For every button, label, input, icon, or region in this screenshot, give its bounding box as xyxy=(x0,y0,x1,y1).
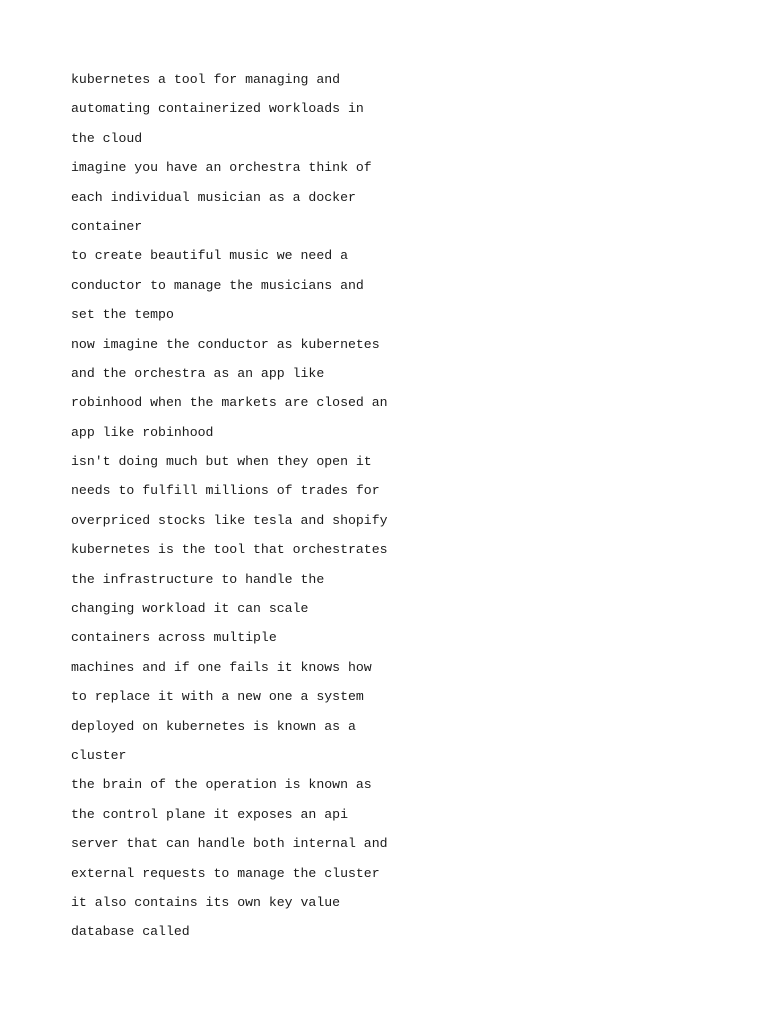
text-line: deployed on kubernetes is known as a xyxy=(71,718,356,734)
text-line: app like robinhood xyxy=(71,424,214,440)
text-line: the cloud xyxy=(71,130,143,146)
text-line: server that can handle both internal and xyxy=(71,836,388,852)
text-line: set the tempo xyxy=(71,307,174,323)
text-line: automating containerized workloads in xyxy=(71,101,364,117)
text-line: kubernetes a tool for managing and xyxy=(71,72,341,87)
text-line: the control plane it exposes an api xyxy=(71,806,348,822)
text-line: now imagine the conductor as kubernetes xyxy=(71,336,380,352)
text-line: kubernetes is the tool that orchestrates xyxy=(71,542,388,558)
text-line: it also contains its own key value xyxy=(71,894,341,910)
text-line: imagine you have an orchestra think of xyxy=(71,160,372,176)
text-line: needs to fulfill millions of trades for xyxy=(71,483,380,499)
transcript-text-block xyxy=(71,70,711,952)
text-line: and the orchestra as an app like xyxy=(71,365,325,381)
text-line: external requests to manage the cluster xyxy=(71,865,380,881)
text-line: overpriced stocks like tesla and shopify xyxy=(71,512,388,528)
text-line: container xyxy=(71,218,143,234)
text-line: the brain of the operation is known as xyxy=(71,777,372,793)
text-line: to create beautiful music we need a xyxy=(71,248,348,264)
text-line: isn't doing much but when they open it xyxy=(71,454,372,470)
text-line: containers across multiple xyxy=(71,630,277,646)
text-line: robinhood when the markets are closed an xyxy=(71,395,388,411)
text-line: the infrastructure to handle the xyxy=(71,571,325,587)
text-line: changing workload it can scale xyxy=(71,601,309,617)
text-line: database called xyxy=(71,924,190,940)
text-line: conductor to manage the musicians and xyxy=(71,277,364,293)
text-line: to replace it with a new one a system xyxy=(71,689,364,705)
text-line: cluster xyxy=(71,747,127,763)
text-line: machines and if one fails it knows how xyxy=(71,659,372,675)
text-line: each individual musician as a docker xyxy=(71,189,356,205)
